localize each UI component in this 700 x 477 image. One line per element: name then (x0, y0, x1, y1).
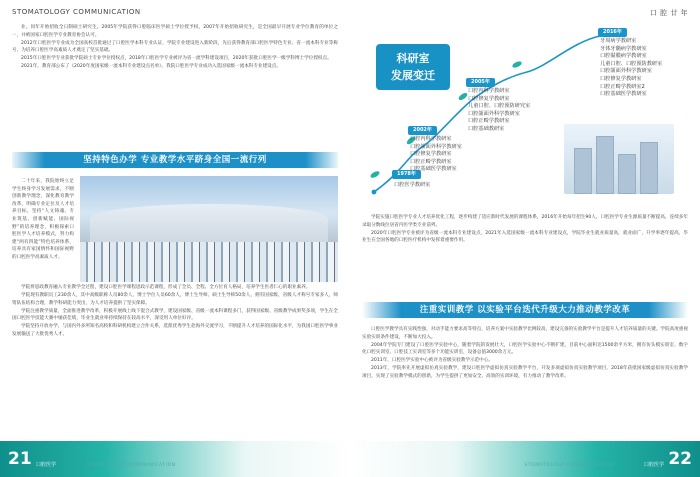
body-paragraph: 学院现有教职员工230余人，其中高级职称人员80余人，博士学位人员60余人，博士生导师、硕士生导师50余人，拥有国家级、省级人才称号专家多人，师资队伍结构合理，教学科研能力突出，为人才培养提供了坚实保障。 (12, 293, 338, 306)
crowd-graphic (80, 242, 338, 282)
year-tag-2016: 2016年 (598, 28, 627, 37)
body-paragraph: 口腔医学教学具有实践性强、对动手能力要求高等特点，培养方案中实验教学比例较高，建设完备的实验教学平台是提升人才培养质量的关键。学院高度重视实验实训条件建设，不断加大投入。 (362, 327, 688, 340)
footer-english-right: STOMATOLOGY COMMUNICATION (524, 463, 614, 468)
office-item: 口腔正畸学教研室2 (600, 83, 645, 90)
footer-band-left (0, 441, 350, 477)
section-heading-left: 坚持特色办学 专业教学水平跻身全国一流行列 (12, 152, 338, 168)
office-item: 口腔基础医学教研室 (600, 91, 647, 98)
running-head-right: 口 腔 廿 年 (649, 9, 688, 17)
body-paragraph: 2013年，学院率先开展虚拟仿真实验教学，建设口腔医学虚拟仿真实验教学平台，开发多项虚拟仿真实验教学项目，2018年获批国家级虚拟仿真实验教学项目，实现了实验教学模式的创新，为学生提供了更加安全、高效的实训环境，有力推动了教学改革。 (362, 366, 688, 380)
body-paragraph: 学院将思政教育融入专业教学全过程，建设口腔医学课程思政示范课程，形成了全员、全程、全方位育人格局，培养学生医者仁心的职业素养。 (21, 285, 311, 290)
lower-text (362, 326, 688, 436)
building-tower (574, 148, 592, 194)
body-paragraph: 二十年来，我院始终立足学生终身学习发展需求，不断创新教学理念，深化教育教学改革，明确专业定位及人才培养目标，坚持“人文铸魂、专业筑基、创新赋能、国际视野”的培养理念，积极探索口腔医学人才培养模式，努力构建“两有四能”特色培养体系，培养具有家国情怀和国际视野的口腔医学高素质人才。 (12, 179, 74, 260)
office-item: 口腔内科学教研室 (468, 88, 510, 94)
office-item: 儿童口腔、口腔预防研究室 (468, 103, 531, 110)
timeline-title-line: 发展变迁 (391, 69, 435, 82)
office-item: 牙体牙髓病学教研室 (600, 45, 647, 52)
timeline-title-line: 科研室 (396, 52, 430, 65)
timeline-graphic (362, 22, 688, 212)
page-number-right: 22 (668, 449, 692, 469)
hospital-illustration (564, 124, 674, 194)
office-item: 口腔颌面外科学教研室 (468, 110, 520, 117)
year-tag-1978: 1978年 (392, 170, 421, 179)
building-tower (618, 154, 636, 194)
office-item: 口腔修复学教研室 (468, 95, 510, 102)
footer-label-left: 口腔医学 (36, 462, 57, 468)
intro-paragraph: 业。同年开始招收全日制硕士研究生。2005年学院获得口腔临床医学硕士学位授予权，2007年开始招收研究生，是全国最早开展专业学位教育的单位之一，并被国家口腔医学专业教育协会认可。 (12, 25, 338, 38)
graduates-photo (80, 176, 338, 282)
stage-2002-list (410, 136, 462, 174)
footer-label-right: 口腔医学 (643, 462, 664, 468)
section-heading-right: 注重实训教学 以实验平台迭代升级大力推动教学改革 (362, 302, 688, 318)
year-tag-2002: 2002年 (408, 126, 437, 135)
intro-text (12, 24, 338, 122)
office-item: 口腔颌面外科学教研室 (410, 143, 462, 150)
body-paragraph: 2011年，口腔医学实验中心被评为省级实验教学示范中心。 (371, 358, 493, 364)
office-item: 儿童口腔、口腔预防教研室 (600, 60, 663, 67)
office-item: 口腔正畸学教研室 (410, 158, 452, 165)
stage-2016-list (600, 38, 662, 99)
office-item: 口腔修复学教研室 (600, 75, 642, 82)
office-item: 口腔内科学教研室 (410, 136, 452, 142)
stage-2005-list (468, 88, 530, 134)
page-number-left: 21 (8, 449, 32, 469)
office-item: 牙周病学教研室 (600, 38, 637, 44)
footer-english-left: STOMATOLOGY COMMUNICATION (86, 463, 176, 468)
intro-paragraph: 2015年口腔医学专业获批学院硕士专业学位授权点，2018年口腔医学专业被评为省一流学科建设项目，2020年获批口腔医学一级学科博士学位授权点。 (21, 56, 332, 62)
stage-1978-list (394, 182, 430, 190)
office-item: 口腔颌面外科学教研室 (600, 68, 652, 75)
office-item: 口腔基础医学教研室 (410, 166, 457, 173)
building-tower (640, 142, 658, 194)
body-paragraph: 2004年学院专门建设了口腔医学实验中心，随着学院的发展壮大，口腔医学实验中心不断扩建，目前中心面积达1500余平方米，拥有仿头模实训室、数字化口腔实训室、口腔技工实训室等多个功能实训室，设备总值3000余万元。 (362, 342, 688, 356)
office-item: 口腔基础教研室 (468, 125, 505, 132)
upper-text (362, 214, 688, 284)
office-item: 口腔修复学教研室 (410, 151, 452, 158)
body-paragraph: 学院坚持开放办学，与国内外多所知名高校和科研机构建立合作关系，选派优秀学生赴海外交流学习，不断提升人才培养的国际化水平，为我国口腔医学事业发展输送了大批优秀人才。 (12, 324, 338, 338)
office-item: 口腔正畸学教研室 (468, 118, 510, 125)
footer-band-right (350, 441, 700, 477)
body-paragraph: 学院实施口腔医学专业人才培养优化工程，逐步构建了适应新时代发展的课程体系，2016年开始每年招生90人，口腔医学专业生源质量不断提高，连续多年录取分数线位居省内医学类专业前列。 (362, 215, 688, 228)
body-text-column (12, 178, 74, 278)
building-tower (596, 136, 614, 194)
body-paragraph: 2020年口腔医学专业被评为省级一流本科专业建设点，2021年入选国家级一流本科专业建设点，学院毕业生就业质量高，就业面广，升学率逐年提高，毕业生在全国各地的口腔医疗机构中发挥着重要作用。 (362, 230, 688, 244)
office-item: 口腔医学教研室 (394, 182, 431, 188)
right-page (350, 0, 700, 477)
office-item: 口腔黏膜病学教研室 (600, 53, 647, 60)
intro-paragraph: 2012年口腔医学专业成为全国高校首批通过了口腔医学本科专业认证，学院专业建设进入新阶段，先后获得教育部口腔医学特色专业、省一流本科专业等称号，为培养口腔医学高素质人才奠定了坚实基础。 (12, 40, 338, 54)
body-paragraph: 学院注重教学质量，全面推进教学改革，积极开展线上线下混合式教学，建设国家级、省级一流本科课程多门，获得国家级、省级教学成果奖多项，学生在全国口腔医学技能大赛中屡获佳绩，毕业生就业率持续保持在较高水平，深受用人单位好评。 (12, 308, 338, 322)
year-tag-2005: 2005年 (466, 78, 495, 87)
body-text-lower (12, 284, 338, 434)
running-head-left: STOMATOLOGY COMMUNICATION (12, 8, 141, 16)
intro-paragraph: 2021年，教育部公布了《2020年度国家级一流本科专业建设点名单》，我院口腔医学专业成功入选国家级一流本科专业建设点。 (21, 64, 281, 70)
